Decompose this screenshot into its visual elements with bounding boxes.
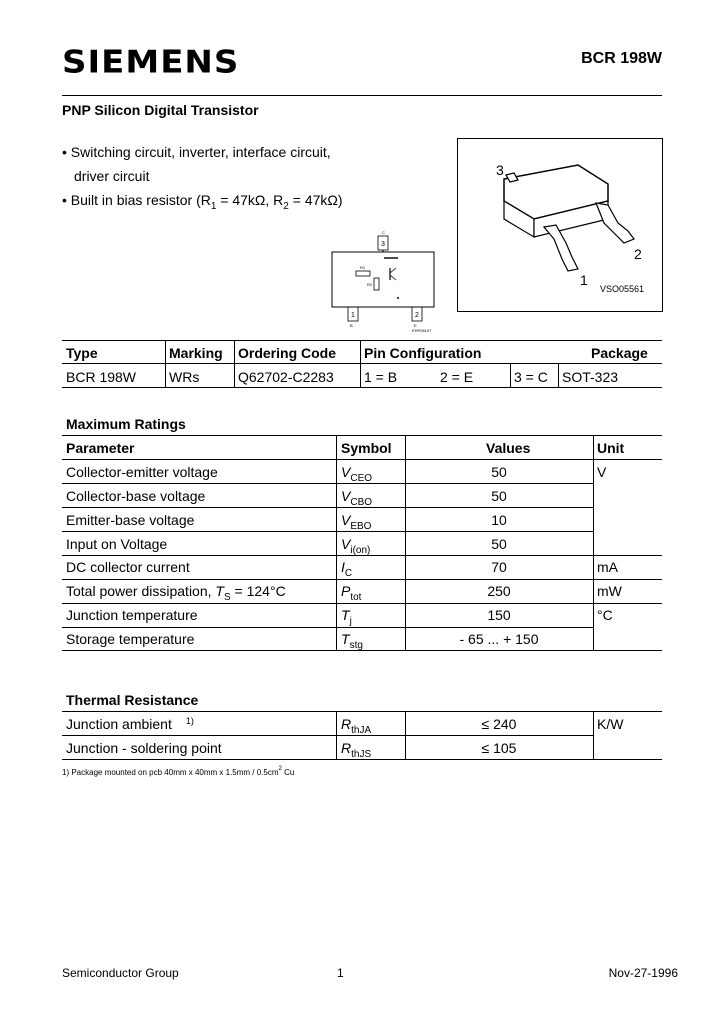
order-type: BCR 198W	[66, 369, 137, 385]
thermal-top-rule	[62, 711, 662, 712]
col-divider	[336, 435, 337, 650]
ratings-header-values: Values	[486, 440, 531, 456]
header-divider	[62, 95, 662, 96]
rating-symbol: $P_{tot}$	[341, 583, 362, 603]
pin-left-number: 1	[351, 312, 355, 319]
rating-symbol: $T_j$	[341, 607, 352, 627]
rating-param: Junction temperature	[66, 607, 198, 623]
feature-item	[62, 144, 331, 160]
rating-value: 50	[491, 488, 507, 504]
order-package: SOT-323	[562, 369, 619, 385]
rating-param: Emitter-base voltage	[66, 512, 195, 528]
r2-label: R2	[367, 282, 373, 287]
rating-value: 10	[491, 512, 507, 528]
footer-page-number: 1	[337, 966, 344, 980]
r1-subscript: 1	[210, 201, 217, 212]
footer-date: Nov-27-1996	[608, 966, 678, 980]
row-rule	[62, 735, 593, 736]
col-divider	[593, 435, 594, 650]
rating-value: 50	[491, 536, 507, 552]
rating-symbol: $T_{stg}$	[341, 631, 363, 651]
transistor-schematic	[328, 228, 438, 334]
feature-item-resistor	[62, 192, 343, 212]
resistor-r2	[374, 278, 379, 290]
thermal-param: Junction - soldering point	[66, 740, 222, 756]
row-rule	[62, 531, 593, 532]
thermal-unit: K/W	[597, 716, 624, 732]
package-code: VSO05561	[600, 284, 645, 294]
siemens-logo: SIEMENS	[62, 44, 240, 81]
rating-unit: mA	[597, 559, 618, 575]
order-table-mid-rule	[62, 363, 662, 364]
order-code: Q62702-C2283	[238, 369, 334, 385]
max-ratings-title: Maximum Ratings	[66, 416, 186, 432]
col-divider	[165, 340, 166, 387]
rating-symbol: $V_{i(on)}$	[341, 536, 371, 556]
rating-symbol: $V_{CBO}$	[341, 488, 373, 508]
row-rule	[62, 603, 662, 604]
rating-value: 250	[487, 583, 511, 599]
order-header-pin-config: Pin Configuration	[364, 345, 482, 361]
ratings-top-rule	[62, 435, 662, 436]
resistor-r1	[356, 271, 370, 276]
order-header-type: Type	[66, 345, 98, 361]
rating-symbol: $I_C$	[341, 559, 353, 579]
part-number: BCR 198W	[581, 50, 662, 67]
footer-company: Semiconductor Group	[62, 966, 179, 980]
pin-3-label: 3	[496, 162, 504, 178]
bullet: •	[62, 144, 71, 160]
rating-unit: °C	[597, 607, 613, 623]
rating-param: Collector-emitter voltage	[66, 464, 218, 480]
thermal-title: Thermal Resistance	[66, 692, 199, 708]
order-header-package: Package	[591, 345, 648, 361]
ratings-header-parameter: Parameter	[66, 440, 135, 456]
order-table-bottom-rule	[62, 387, 662, 388]
r1-label: R1	[360, 265, 366, 270]
row-rule	[62, 483, 593, 484]
rating-param: Storage temperature	[66, 631, 195, 647]
sot323-package-drawing	[458, 139, 661, 309]
footnote: 1) Package mounted on pcb 40mm x 40mm x $1.5mm / 0.5cm^2$ Cu	[62, 766, 295, 777]
col-divider	[336, 711, 337, 759]
feature-text: Switching circuit, inverter, interface circuit,	[70, 144, 331, 160]
row-rule	[62, 459, 662, 460]
row-rule	[62, 507, 593, 508]
col-divider	[360, 340, 361, 387]
pin-top-label: C	[382, 230, 385, 235]
rating-value: - 65 ... + 150	[459, 631, 539, 647]
thermal-symbol: $R_{thJS}$	[341, 740, 372, 760]
col-divider	[234, 340, 235, 387]
feature-text: Built in bias resistor (R	[70, 192, 211, 208]
order-marking: WRs	[169, 369, 200, 385]
rating-value: 50	[491, 464, 507, 480]
pin-right-label: E	[414, 323, 417, 328]
order-pin3: 3 = C	[514, 369, 548, 385]
order-header-marking: Marking	[169, 345, 223, 361]
r2-subscript: 2	[283, 201, 289, 212]
bullet: •	[62, 192, 71, 208]
pin-right-number: 2	[415, 312, 419, 319]
pin-left-label: B	[350, 323, 353, 328]
rating-unit: mW	[597, 583, 622, 599]
ratings-header-symbol: Symbol	[341, 440, 392, 456]
col-divider	[593, 711, 594, 759]
col-divider	[558, 364, 559, 387]
r2-value: = 47kΩ)	[288, 192, 343, 208]
thermal-value: ≤ 240	[481, 716, 517, 732]
thermal-symbol: $R_{thJA}$	[341, 716, 372, 736]
row-rule	[62, 579, 662, 580]
row-rule	[62, 627, 593, 628]
page-subtitle: PNP Silicon Digital Transistor	[62, 102, 259, 118]
thermal-param: Junction ambient $^{1)}$	[66, 716, 194, 732]
pin-2-label: 2	[634, 246, 642, 262]
rating-symbol: $V_{EBO}$	[341, 512, 372, 532]
rating-param: Collector-base voltage	[66, 488, 206, 504]
rating-param: Input on Voltage	[66, 536, 168, 552]
rating-value: 150	[487, 607, 511, 623]
pin-top-number: 3	[381, 241, 385, 248]
rating-symbol: $V_{CEO}$	[341, 464, 373, 484]
thermal-value: ≤ 105	[481, 740, 517, 756]
rating-param: Total power dissipation, $T_S = 124^\circ C$	[66, 583, 286, 603]
schematic-code: EHP06107	[412, 328, 432, 333]
rating-unit: V	[597, 464, 607, 480]
rating-param: DC collector current	[66, 559, 190, 575]
order-table-top-rule	[62, 340, 662, 341]
rating-value: 70	[491, 559, 507, 575]
pin-1-label: 1	[580, 272, 588, 288]
feature-item-cont: driver circuit	[74, 168, 150, 184]
r1-value: = 47kΩ, R	[216, 192, 284, 208]
ratings-header-unit: Unit	[597, 440, 625, 456]
order-pin1: 1 = B	[364, 369, 398, 385]
col-divider	[510, 364, 511, 387]
order-header-ordering-code: Ordering Code	[238, 345, 337, 361]
order-pin2: 2 = E	[440, 369, 474, 385]
